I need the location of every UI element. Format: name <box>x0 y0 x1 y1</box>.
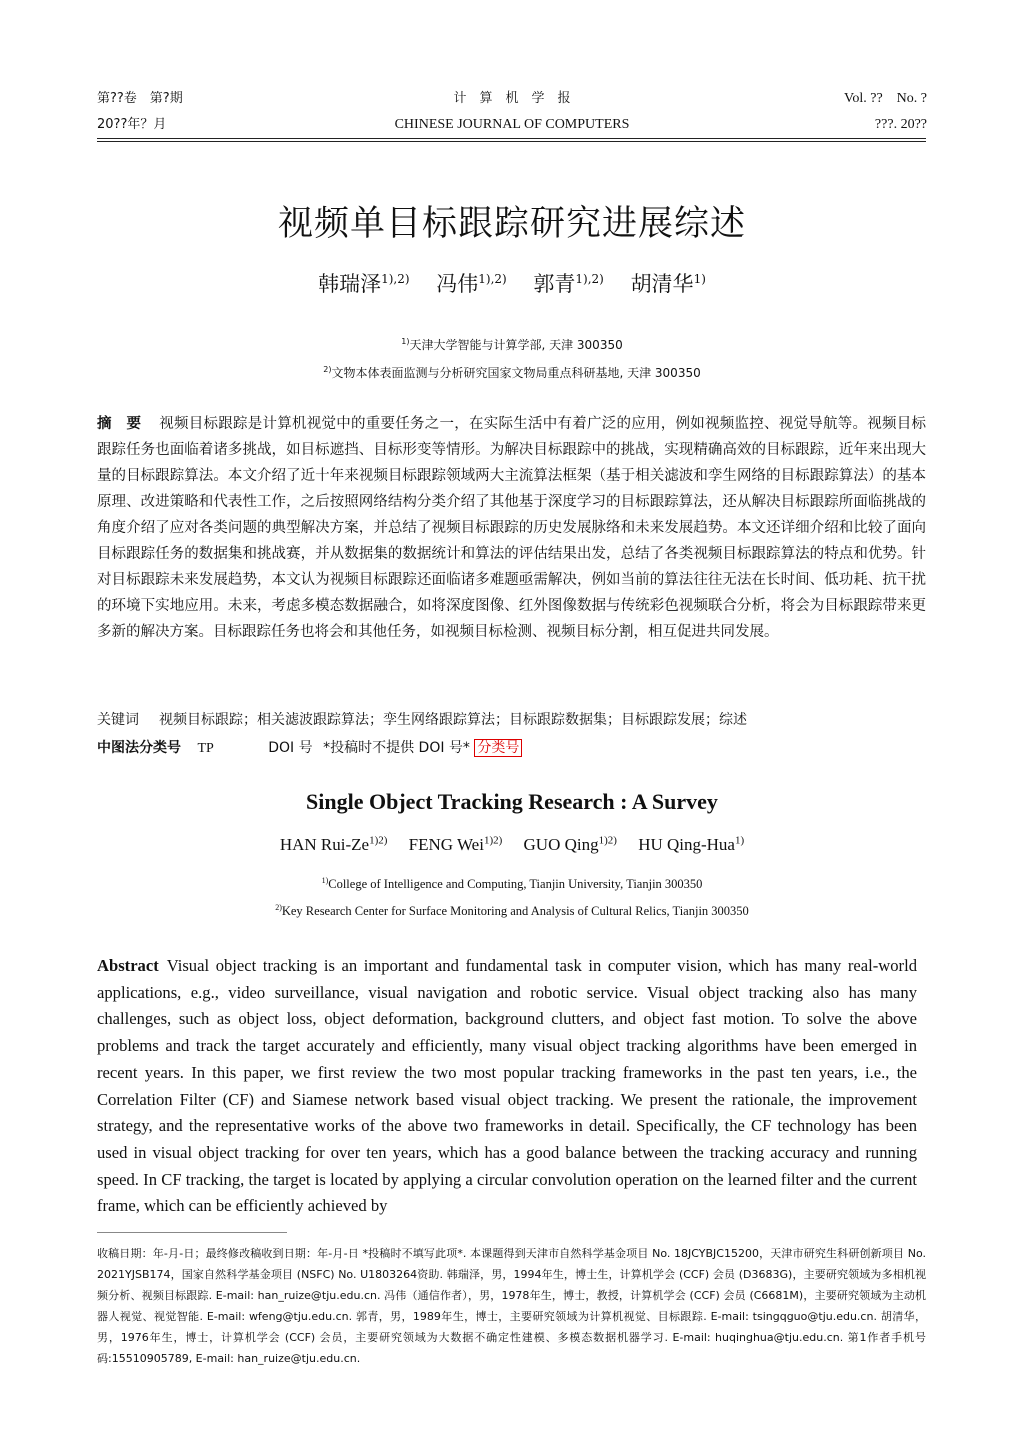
footnote-rule <box>97 1232 287 1233</box>
paper-title-zh: 视频单目标跟踪研究进展综述 <box>277 204 746 244</box>
header-month-year: ???. 20?? <box>874 117 927 132</box>
author-zh: 郭青$^{1),2)}$ <box>533 272 604 296</box>
header-rule-top <box>97 138 926 139</box>
authors-zh <box>0 268 1024 298</box>
header-volume-issue: 第??卷 第?期 <box>97 91 183 106</box>
doi-value: *投稿时不提供 DOI 号* <box>323 740 470 756</box>
classification-boxed-note: 分类号 <box>474 739 522 757</box>
author-zh: 冯伟$^{1),2)}$ <box>436 272 507 296</box>
author-zh: 韩瑞泽$^{1),2)}$ <box>318 272 410 296</box>
header-journal-en: CHINESE JOURNAL OF COMPUTERS <box>394 117 630 132</box>
author-en: FENG Wei$^{1)2)}$ <box>408 834 503 854</box>
author-zh: 胡清华$^{1)}$ <box>630 272 706 296</box>
authors-en <box>0 834 1024 855</box>
keywords-zh <box>97 710 747 730</box>
keywords-label: 关键词 <box>97 712 139 728</box>
author-en: GUO Qing$^{1)2)}$ <box>523 834 617 854</box>
abstract-zh-text: 视频目标跟踪是计算机视觉中的重要任务之一，在实际生活中有着广泛的应用，例如视频监控、视觉导航等。视频目标跟踪任务也面临着诸多挑战，如目标遮挡、目标形变等情形。为解决目标跟踪中的挑战，实现精确高效的目标跟踪，近年来出现大量的目标跟踪算法。本文介绍了近十年来视频目标跟踪领域两大主流算法框架（基于相关滤波和孪生网络的目标跟踪算法）的基本原理、改进策略和代表性工作，之后按照网络结构分类介绍了其他基于深度学习的目标跟踪算法，还从解决目标跟踪所面临挑战的角度介绍了应对各类问题的典型解决方案，并总结了视频目标跟踪的历史发展脉络和未来发展趋势。本文还详细介绍和比较了面向目标跟踪任务的数据集和挑战赛，并从数据集的数据统计和算法的评估结果出发，总结了各类视频目标跟踪算法的特点和优势。针对目标跟踪未来发展趋势，本文认为视频目标跟踪还面临诸多难题亟需解决，例如当前的算法往往无法在长时间、低功耗、抗干扰的环境下实地应用。未来，考虑多模态数据融合，如将深度图像、红外图像数据与传统彩色视频联合分析，将会为目标跟踪带来更多新的解决方案。目标跟踪任务也将会和其他任务，如视频目标检测、视频目标分割，相互促进共同发展。 <box>97 416 926 640</box>
footnote: 收稿日期：年-月-日；最终修改稿收到日期：年-月-日 *投稿时不填写此项*. 本课题得到天津市自然科学基金项目 No. 18JCYBJC15200，天津市研究生科研创新项目 No. 2021YJSB174，国家自然科学基金项目 (NSFC) No. U1803264资助. 韩瑞泽，男，1994年生，博士生，计算机学会 (CCF) 会员 (D3683G)，主要研究领域为多相机视频分析、视频目标跟踪. E-mail: han_ruize@tju.edu.cn. 冯伟（通信作者），男，1978年生，博士，教授，计算机学会 (CCF) 会员 (C6681M)，主要研究领域为主动机器人视觉、视觉智能. E-mail: wfeng@tju.edu.cn. 郭青，男，1989年生，博士，主要研究领域为计算机视觉、目标跟踪. E-mail: tsingqguo@tju.edu.cn. 胡清华，男，1976年生，博士，计算机学会 (CCF) 会员，主要研究领域为大数据不确定性建模、多模态数据机器学习. E-mail: huqinghua@tju.edu.cn. 第1作者手机号码:15510905789, E-mail: han_ruize@tju.edu.cn. <box>97 1247 926 1365</box>
doi-label: DOI 号 <box>268 740 313 756</box>
paper-title-en: Single Object Tracking Research : A Survey <box>306 789 718 814</box>
abstract-zh <box>97 411 926 645</box>
header-rule-bottom <box>97 141 926 142</box>
header-journal-zh: 计 算 机 学 报 <box>453 91 571 106</box>
header-vol-no: Vol. ?? No. ? <box>844 91 927 106</box>
abstract-zh-label: 摘 要 <box>97 416 142 432</box>
author-en: HAN Rui-$Ze^{1)2)}$ <box>279 834 388 854</box>
affiliation-zh-2: $^{2)}$文物本体表面监测与分析研究国家文物局重点科研基地, 天津 300350 <box>323 365 701 380</box>
classification-label: 中图法分类号 <box>97 740 181 756</box>
affiliation-zh-1: $^{1)}$天津大学智能与计算学部, 天津 300350 <box>401 337 623 352</box>
header-date: 20??年？月 <box>97 117 167 132</box>
abstract-en-text: Visual object tracking is an important and fundamental task in computer vision, which has many real-world applications, e.g., video surveillance, visual navigation and robotic service. Visual object tracking also has many challenges, such as object loss, object deformation, background clutters, and object fast motion. To solve the above problems and track the target accurately and efficiently, many visual object tracking algorithms have been emerged in recent years. In this paper, we first review the two most popular tracking frameworks in the past ten years, i.e., the Correlation Filter (CF) and Siamese network based visual object tracking. We present the rationale, the improvement strategy, and the representative works of the above two frameworks in detail. Specifically, the CF technology has been used in visual object tracking for over ten years, which has a good balance between the tracking accuracy and running speed. In CF tracking, the target is located by applying a circular convolution operation on the learned filter and the current frame, which can be efficiently achieved by <box>97 956 917 1216</box>
abstract-en-label: Abstract <box>97 956 159 975</box>
keywords-text: 视频目标跟踪；相关滤波跟踪算法；孪生网络跟踪算法；目标跟踪数据集；目标跟踪发展；综述 <box>159 712 747 728</box>
classification-line <box>97 738 522 759</box>
affiliation-en-1: $^{1)}$College of Intelligence and Computing, Tianjin University, Tianjin 300350 <box>321 876 703 892</box>
abstract-en <box>97 953 917 1220</box>
classification-value: TP <box>197 741 214 756</box>
author-en: HU Qing-Hua$^{1)}$ <box>638 834 745 854</box>
affiliation-en-2: $^{2)}$Key Research Center for Surface Monitoring and Analysis of Cultural Relics, Tianjin 300350 <box>275 903 749 919</box>
